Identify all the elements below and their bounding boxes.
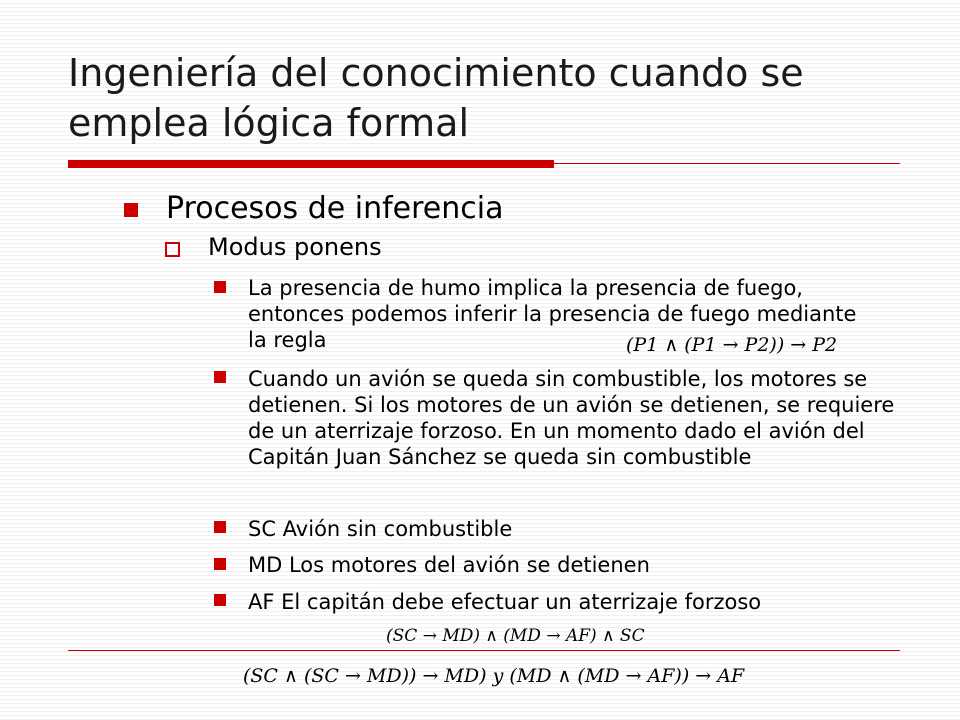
formula-modus-ponens: (P1 ∧ (P1 → P2)) → P2 xyxy=(626,334,838,356)
bullet-small-icon xyxy=(214,371,226,383)
item-text: MD Los motores del avión se detienen xyxy=(248,553,650,577)
bullet-small-icon xyxy=(214,558,226,570)
item-text: Cuando un avión se queda sin combustible, los motores se detienen. Si los motores de un avión se detienen, se requiere de un aterrizaje forzoso. En un momento dado el avión del Capitán Juan Sánchez se queda sin combustible xyxy=(248,367,895,469)
bottom-divider xyxy=(68,650,900,651)
bullet-small-icon xyxy=(214,521,226,533)
item-text: SC Avión sin combustible xyxy=(248,517,513,541)
item-text: AF El capitán debe efectuar un aterrizaje forzoso xyxy=(248,590,762,614)
level1-heading: Procesos de inferencia xyxy=(166,191,504,226)
slide-title: Ingeniería del conocimiento cuando se emplea lógica formal xyxy=(68,51,804,145)
title-underline-accent xyxy=(68,160,554,168)
item-text: La presencia de humo implica la presencia de fuego, entonces podemos inferir la presencia de fuego mediante la regla xyxy=(248,276,857,352)
formula-conclusion: (SC ∧ (SC → MD)) → MD) y (MD ∧ (MD → AF)) → AF xyxy=(243,665,745,687)
formula-premises: (SC → MD) ∧ (MD → AF) ∧ SC xyxy=(386,626,645,646)
hollow-square-bullet-icon xyxy=(165,242,180,257)
bullet-square-icon xyxy=(124,203,138,217)
bullet-small-icon xyxy=(214,281,226,293)
bullet-small-icon xyxy=(214,594,226,606)
level2-heading: Modus ponens xyxy=(208,233,382,261)
